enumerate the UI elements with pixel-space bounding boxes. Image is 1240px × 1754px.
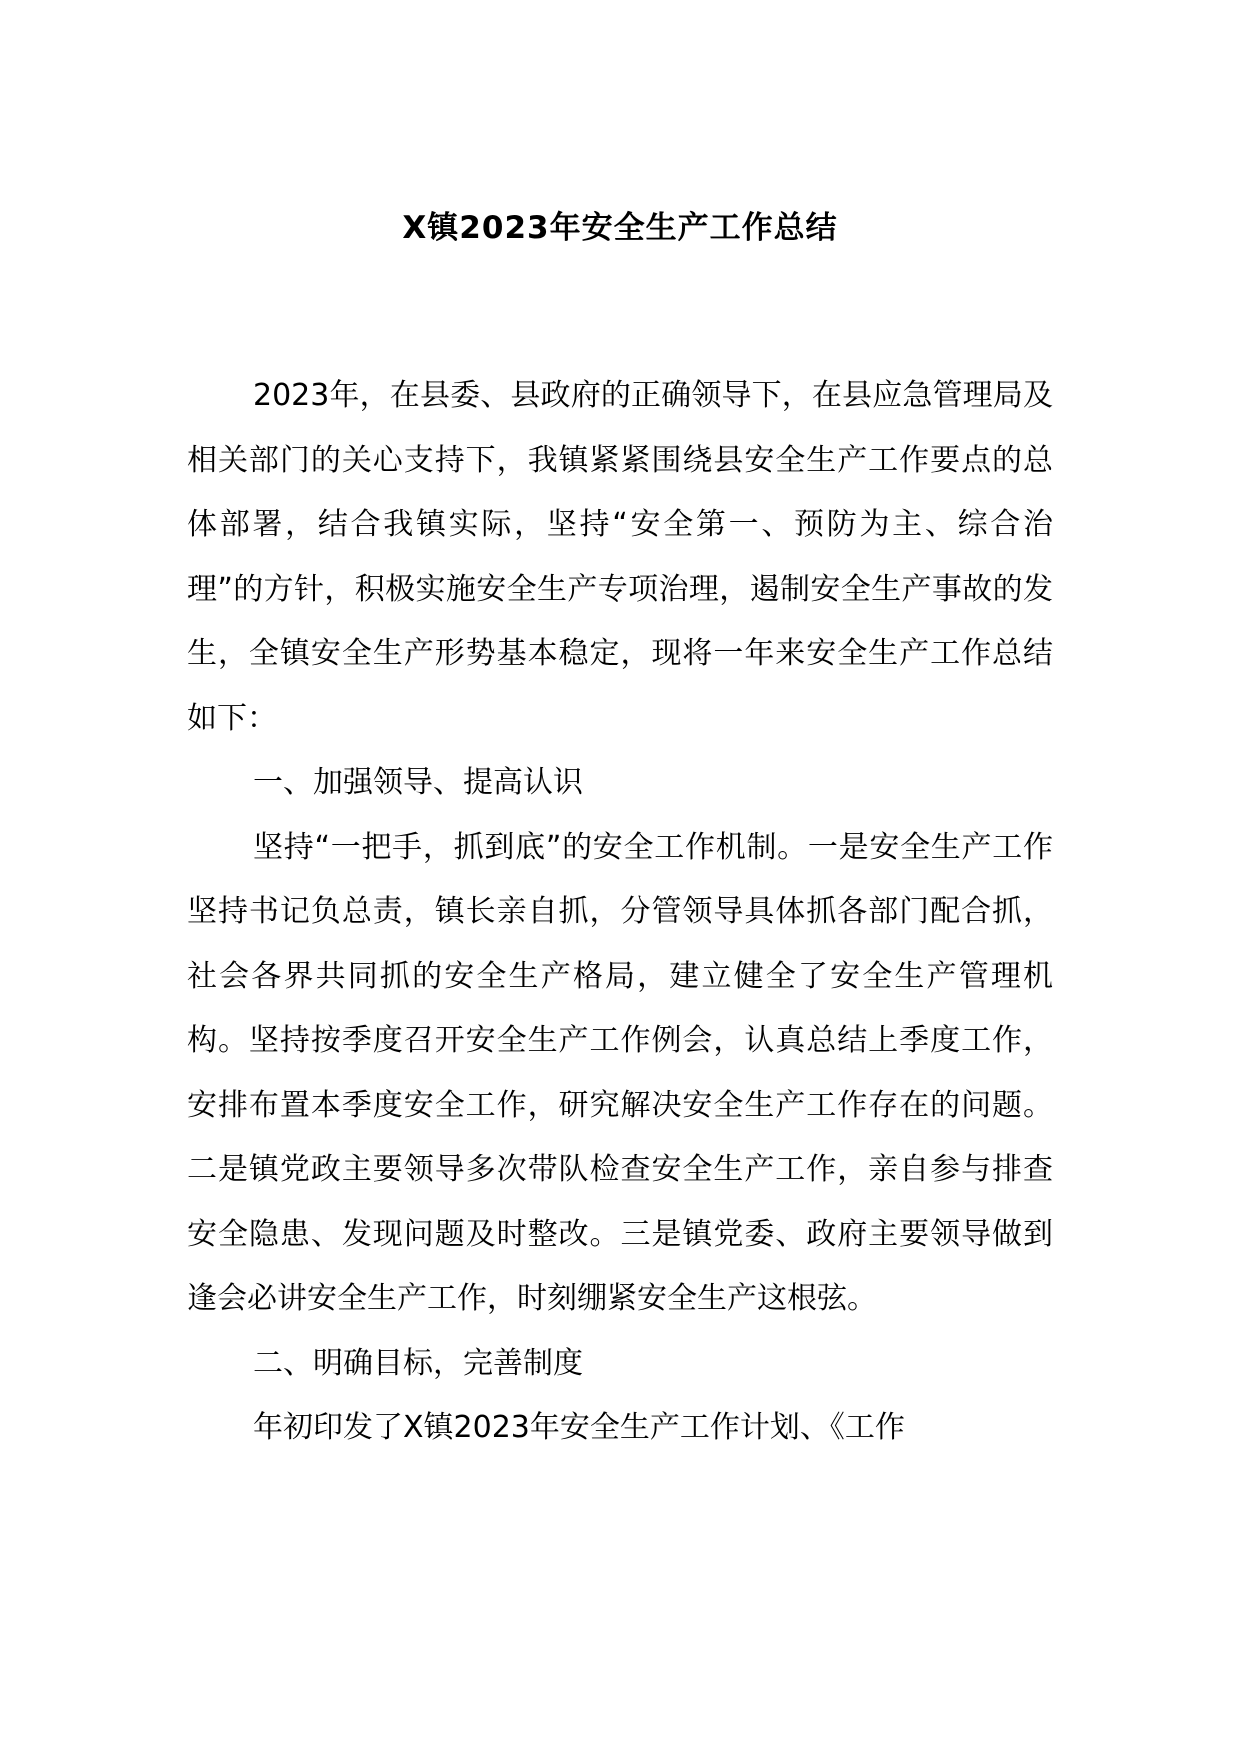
section-2-paragraph: 年初印发了X镇2023年安全生产工作计划、《工作 — [253, 1410, 905, 1445]
section-heading-2: 二、明确目标，完善制度 — [253, 1345, 583, 1381]
section-heading-1: 一、加强领导、提高认识 — [253, 765, 583, 800]
document-body — [187, 364, 1053, 1461]
document-title: X镇2023年安全生产工作总结 — [402, 210, 838, 246]
intro-paragraph: 2023年，在县委、县政府的正确领导下，在县应急管理局及相关部门的关心支持下，我镇紧紧围绕县安全生产工作要点的总体部署，结合我镇实际，坚持“安全第一、预防为主、综合治理”的方针，积极实施安全生产专项治理，遏制安全生产事故的发生，全镇安全生产形势基本稳定，现将一年来安全生产工作总结如下： — [187, 378, 1053, 736]
section-1-paragraph: 坚持“一把手，抓到底”的安全工作机制。一是安全生产工作坚持书记负总责，镇长亲自抓，分管领导具体抓各部门配合抓，社会各界共同抓的安全生产格局，建立健全了安全生产管理机构。坚持按季度召开安全生产工作例会，认真总结上季度工作，安排布置本季度安全工作，研究解决安全生产工作存在的问题。二是镇党政主要领导多次带队检查安全生产工作，亲自参与排查安全隐患、发现问题及时整改。三是镇党委、政府主要领导做到逢会必讲安全生产工作，时刻绷紧安全生产这根弦。 — [187, 829, 1053, 1316]
